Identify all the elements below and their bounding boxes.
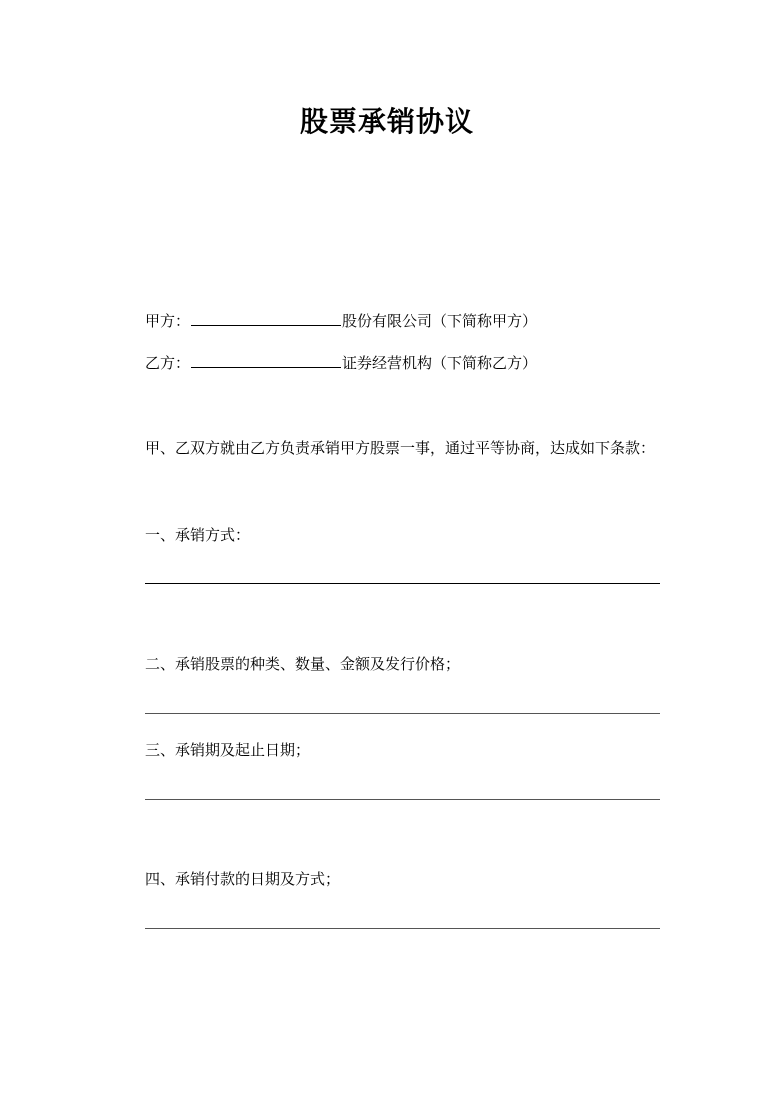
party-b-blank[interactable] — [191, 351, 341, 368]
section-heading-4: 四、承销付款的日期及方式； — [145, 870, 341, 888]
section-2-answer-line[interactable] — [145, 713, 660, 714]
document-title: 股票承销协议 — [299, 105, 474, 138]
party-b-line — [145, 351, 537, 373]
section-4-answer-line[interactable] — [145, 928, 660, 929]
party-b-suffix: 证券经营机构（下简称乙方） — [342, 354, 538, 372]
party-a-blank[interactable] — [191, 309, 341, 326]
section-heading-2: 二、承销股票的种类、数量、金额及发行价格； — [145, 655, 461, 673]
section-heading-3: 三、承销期及起止日期； — [145, 741, 311, 759]
section-3-answer-line[interactable] — [145, 799, 660, 800]
section-heading-1: 一、承销方式： — [145, 526, 251, 544]
party-a-line — [145, 309, 537, 331]
intro-paragraph: 甲、乙双方就由乙方负责承销甲方股票一事，通过平等协商，达成如下条款： — [145, 439, 656, 457]
party-a-label: 甲方： — [145, 312, 191, 330]
party-b-label: 乙方： — [145, 354, 191, 372]
section-1-answer-line[interactable] — [145, 583, 660, 584]
party-a-suffix: 股份有限公司（下简称甲方） — [342, 312, 538, 330]
